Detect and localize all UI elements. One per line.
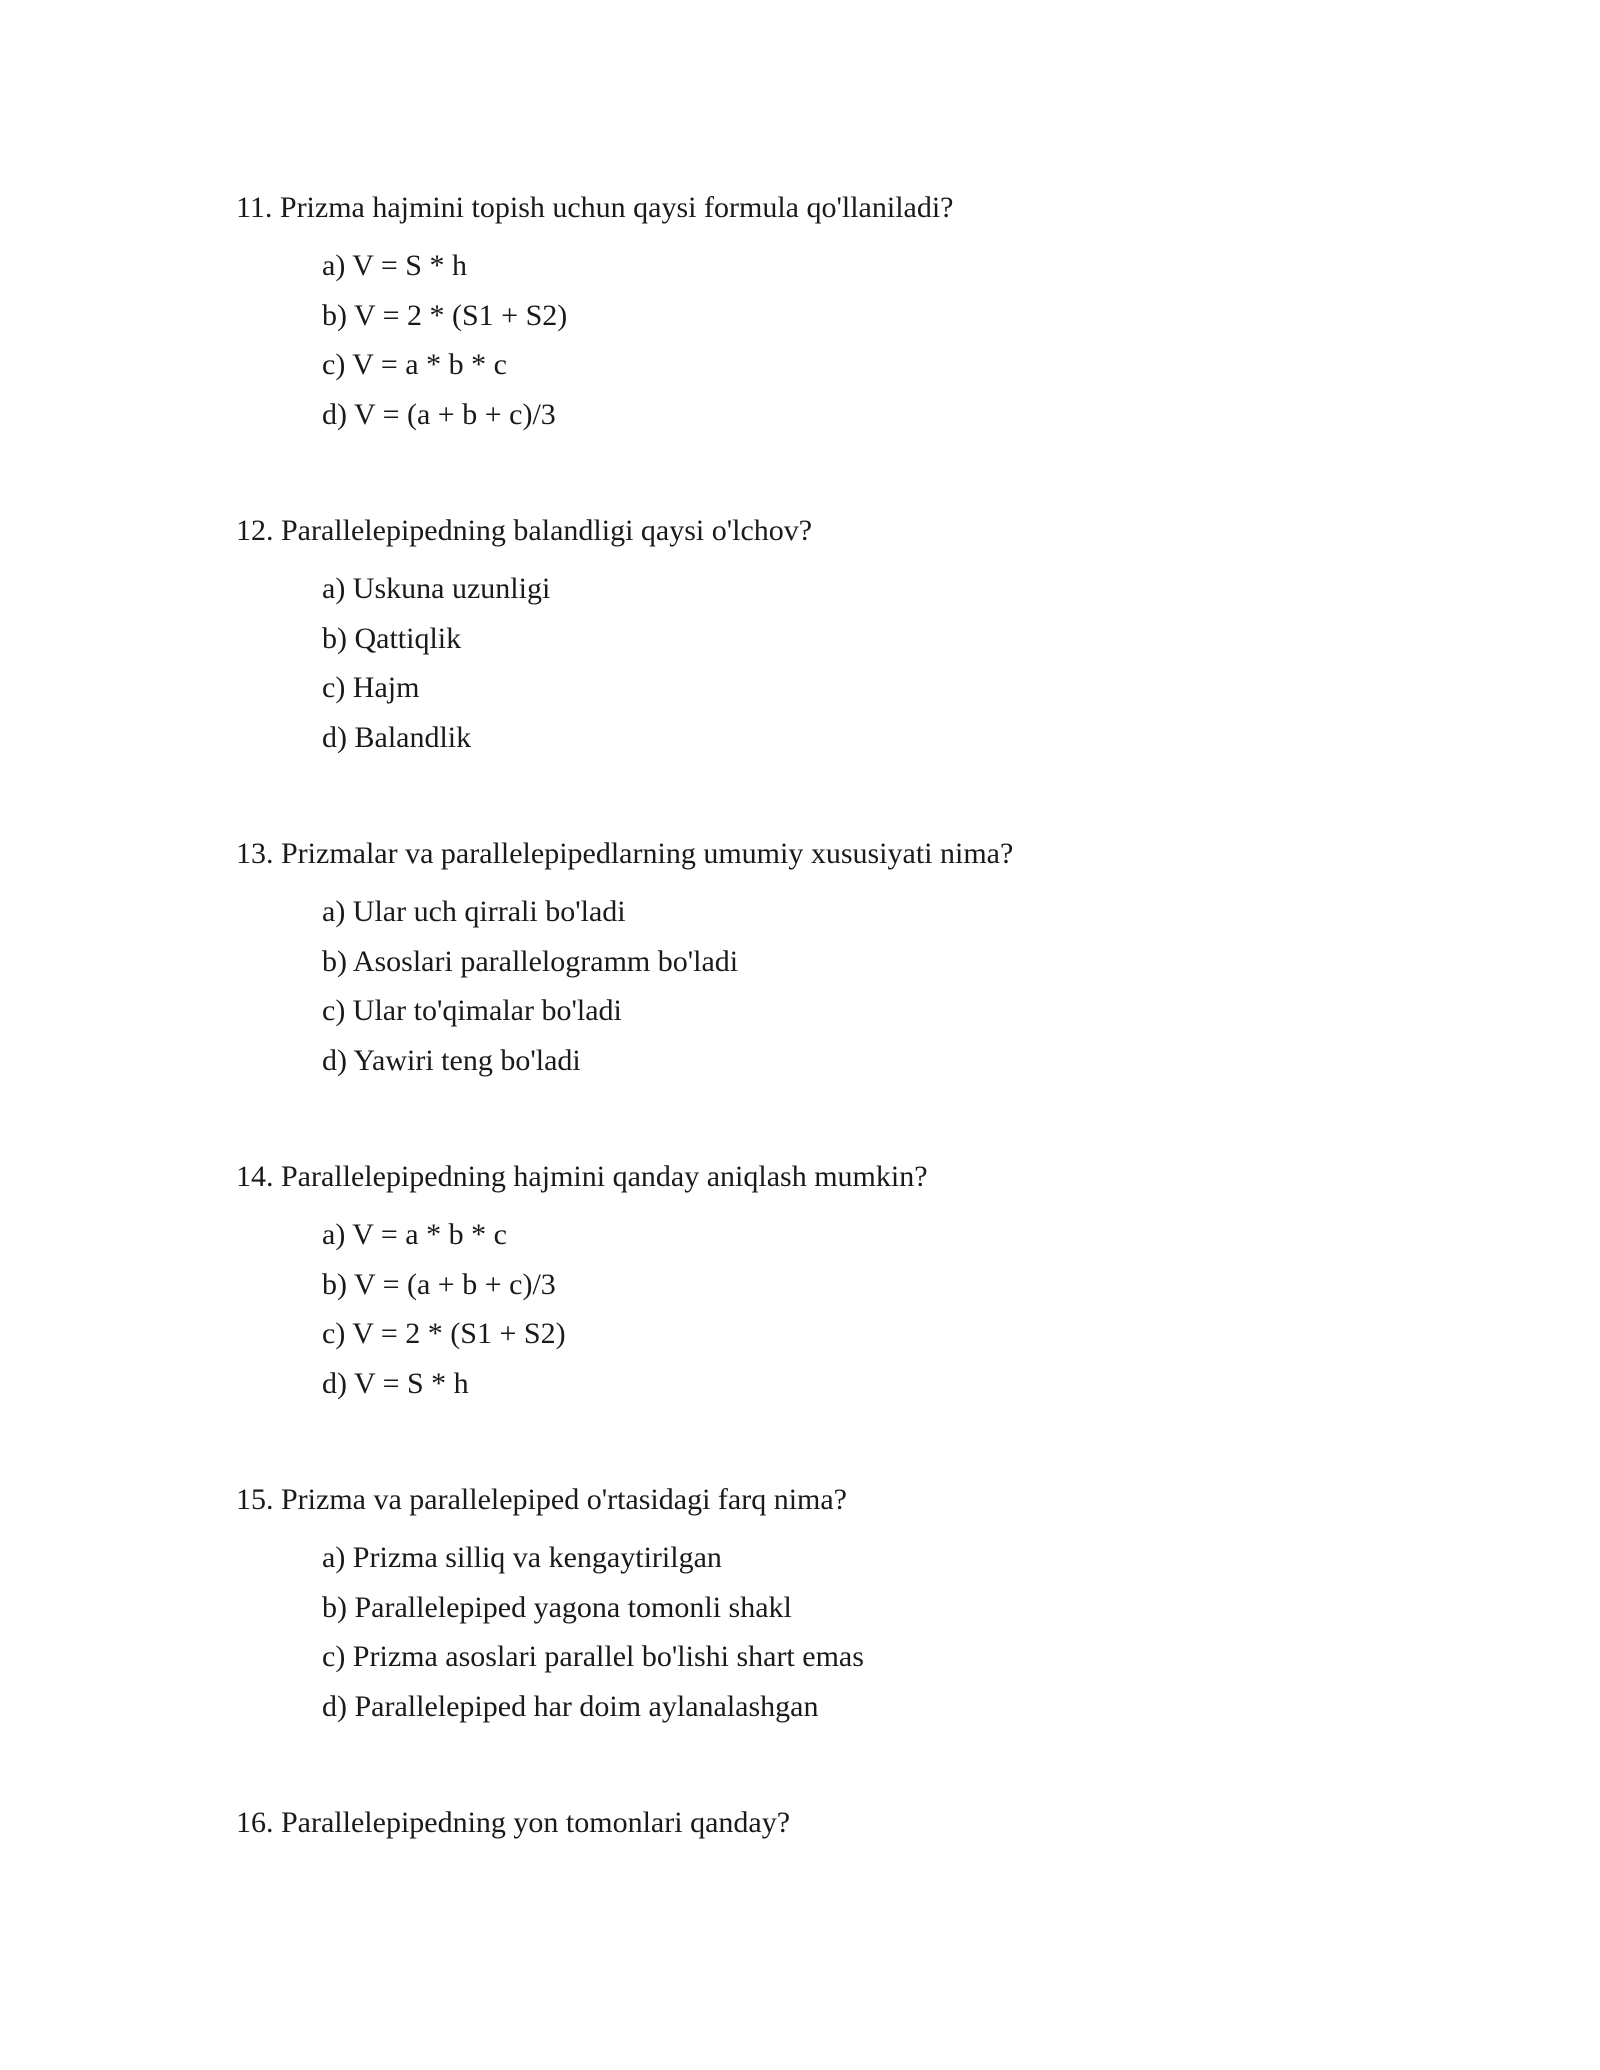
question-15: [236, 1482, 1436, 1738]
option-a: a) V = a * b * c: [322, 1218, 507, 1251]
option-b: b) V = 2 * (S1 + S2): [322, 298, 568, 332]
answer-options: [322, 248, 1436, 446]
option-a: a) V = S * h: [322, 249, 467, 282]
option-a: a) Uskuna uzunligi: [322, 572, 551, 605]
answer-options: [322, 894, 1436, 1092]
question-16: [236, 1805, 1436, 1841]
option-d: d) V = S * h: [322, 1366, 469, 1400]
option-a: a) Prizma silliq va kengaytirilgan: [322, 1541, 722, 1574]
question-11: [236, 190, 1436, 446]
question-13: [236, 836, 1436, 1092]
option-b: b) V = (a + b + c)/3: [322, 1267, 556, 1301]
question-text: 12. Parallelepipedning balandligi qaysi o'lchov?: [236, 514, 813, 547]
question-text: 11. Prizma hajmini topish uchun qaysi formula qo'llaniladi?: [236, 191, 954, 224]
question-14: [236, 1159, 1436, 1415]
question-text: 16. Parallelepipedning yon tomonlari qanday?: [236, 1806, 791, 1839]
option-d: d) V = (a + b + c)/3: [322, 397, 556, 431]
option-a: a) Ular uch qirrali bo'ladi: [322, 895, 626, 928]
question-12: [236, 513, 1436, 769]
option-c: c) Ular to'qimalar bo'ladi: [322, 994, 622, 1027]
option-c: c) V = 2 * (S1 + S2): [322, 1317, 566, 1350]
question-text: 15. Prizma va parallelepiped o'rtasidagi farq nima?: [236, 1483, 848, 1516]
question-text: 13. Prizmalar va parallelepipedlarning umumiy xususiyati nima?: [236, 837, 1014, 870]
answer-options: [322, 571, 1436, 769]
option-d: d) Yawiri teng bo'ladi: [322, 1043, 581, 1077]
option-b: b) Asoslari parallelogramm bo'ladi: [322, 944, 739, 978]
option-c: c) Prizma asoslari parallel bo'lishi shart emas: [322, 1640, 864, 1673]
option-d: d) Parallelepiped har doim aylanalashgan: [322, 1689, 819, 1723]
answer-options: [322, 1217, 1436, 1415]
option-c: c) V = a * b * c: [322, 348, 507, 381]
option-b: b) Parallelepiped yagona tomonli shakl: [322, 1590, 792, 1624]
option-b: b) Qattiqlik: [322, 621, 462, 655]
option-c: c) Hajm: [322, 671, 420, 704]
answer-options: [322, 1540, 1436, 1738]
question-text: 14. Parallelepipedning hajmini qanday aniqlash mumkin?: [236, 1160, 928, 1193]
option-d: d) Balandlik: [322, 720, 472, 754]
